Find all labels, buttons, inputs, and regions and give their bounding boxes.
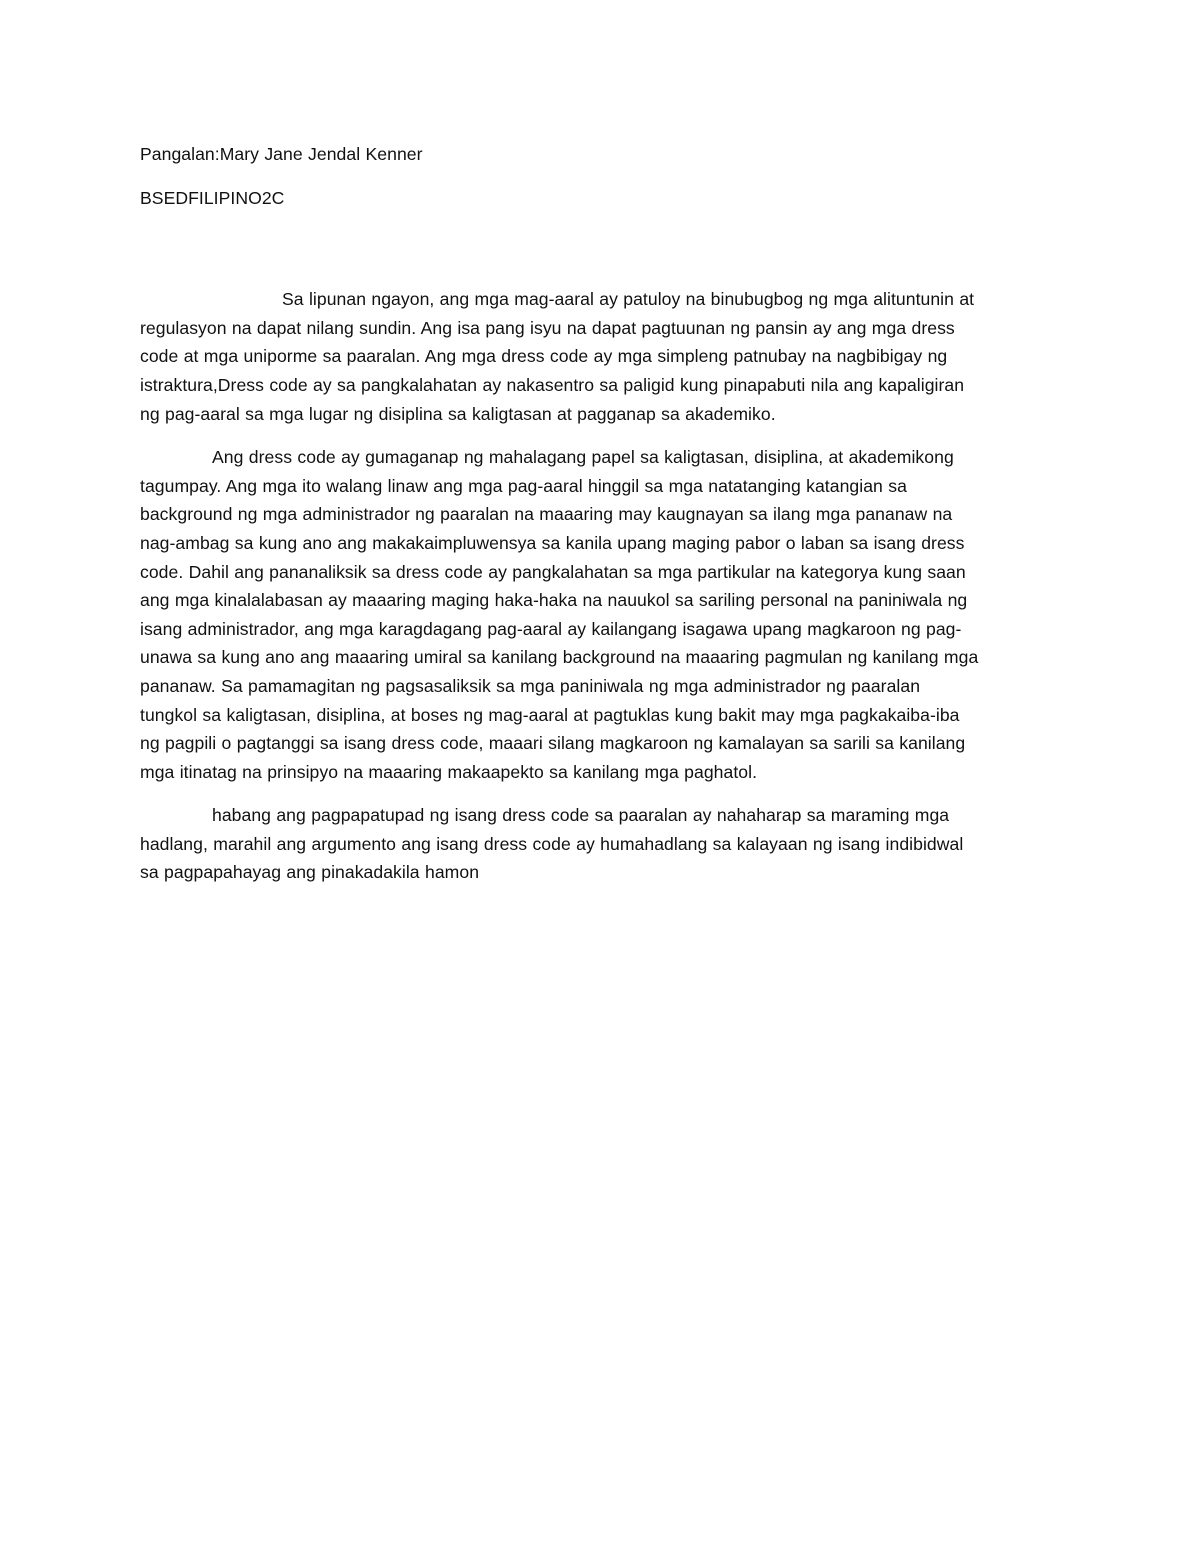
paragraph-1 bbox=[140, 285, 1065, 428]
paragraph-line: code. Dahil ang pananaliksik sa dress code ay pangkalahatan sa mga partikular na kategorya kung saan bbox=[140, 561, 966, 582]
paragraph-line: background ng mga administrador ng paaralan na maaaring may kaugnayan sa ilang mga pananaw na bbox=[140, 504, 953, 525]
paragraph-line: nag-ambag sa kung ano ang makakaimpluwensya sa kanila upang maging pabor o laban sa isang dress bbox=[140, 532, 965, 553]
paragraph-line: ng pagpili o pagtanggi sa isang dress code, maaari silang magkaroon ng kamalayan sa sarili sa kanilang bbox=[140, 733, 966, 754]
paragraph-line: pananaw. Sa pamamagitan ng pagsasaliksik sa mga paniniwala ng mga administrador ng paaralan bbox=[140, 675, 921, 696]
paragraph-line: ng pag-aaral sa mga lugar ng disiplina sa kaligtasan at pagganap sa akademiko. bbox=[140, 403, 776, 424]
student-name: Pangalan:Mary Jane Jendal Kenner bbox=[140, 144, 423, 164]
paragraph-line: habang ang pagpapatupad ng isang dress code sa paaralan ay nahaharap sa maraming mga bbox=[212, 805, 950, 826]
paragraph-line: regulasyon na dapat nilang sundin. Ang isa pang isyu na dapat pagtuunan ng pansin ay ang mga dress bbox=[140, 317, 955, 338]
paragraph-line: tagumpay. Ang mga ito walang linaw ang mga pag-aaral hinggil sa mga natatanging katangian sa bbox=[140, 475, 907, 496]
document-body bbox=[140, 140, 1065, 902]
paragraph-line: ang mga kinalalabasan ay maaaring maging haka-haka na nauukol sa sariling personal na paniniwala ng bbox=[140, 590, 968, 611]
paragraph-line: code at mga uniporme sa paaralan. Ang mga dress code ay mga simpleng patnubay na nagbibigay ng bbox=[140, 346, 948, 367]
paragraph-line: hadlang, marahil ang argumento ang isang dress code ay humahadlang sa kalayaan ng isang indibidwal bbox=[140, 833, 964, 854]
paragraph-line: Sa lipunan ngayon, ang mga mag-aaral ay patuloy na binubugbog ng mga alituntunin at bbox=[282, 289, 975, 310]
paragraph-line: tungkol sa kaligtasan, disiplina, at boses ng mag-aaral at pagtuklas kung bakit may mga pagkakaiba-iba bbox=[140, 704, 960, 725]
paragraph-line: sa pagpapahayag ang pinakadakila hamon bbox=[140, 862, 480, 883]
paragraph-line: istraktura,Dress code ay sa pangkalahatan ay nakasentro sa paligid kung pinapabuti nila ang kapaligiran bbox=[140, 374, 965, 395]
blank-line bbox=[140, 227, 1065, 285]
student-program: BSEDFILIPINO2C bbox=[140, 187, 285, 208]
paragraph-2 bbox=[140, 443, 1065, 786]
paragraph-line: Ang dress code ay gumaganap ng mahalagang papel sa kaligtasan, disiplina, at akademikong bbox=[212, 447, 954, 468]
paragraph-line: isang administrador, ang mga karagdagang pag-aaral ay kailangang isagawa upang magkaroon ng pag- bbox=[140, 618, 962, 639]
paragraph-line: mga itinatag na prinsipyo na maaaring makaapekto sa kanilang mga paghatol. bbox=[140, 761, 758, 782]
paragraph-3 bbox=[140, 801, 1065, 887]
paragraph-line: unawa sa kung ano ang maaaring umiral sa kanilang background na maaaring pagmulan ng kanilang mga bbox=[140, 647, 979, 668]
